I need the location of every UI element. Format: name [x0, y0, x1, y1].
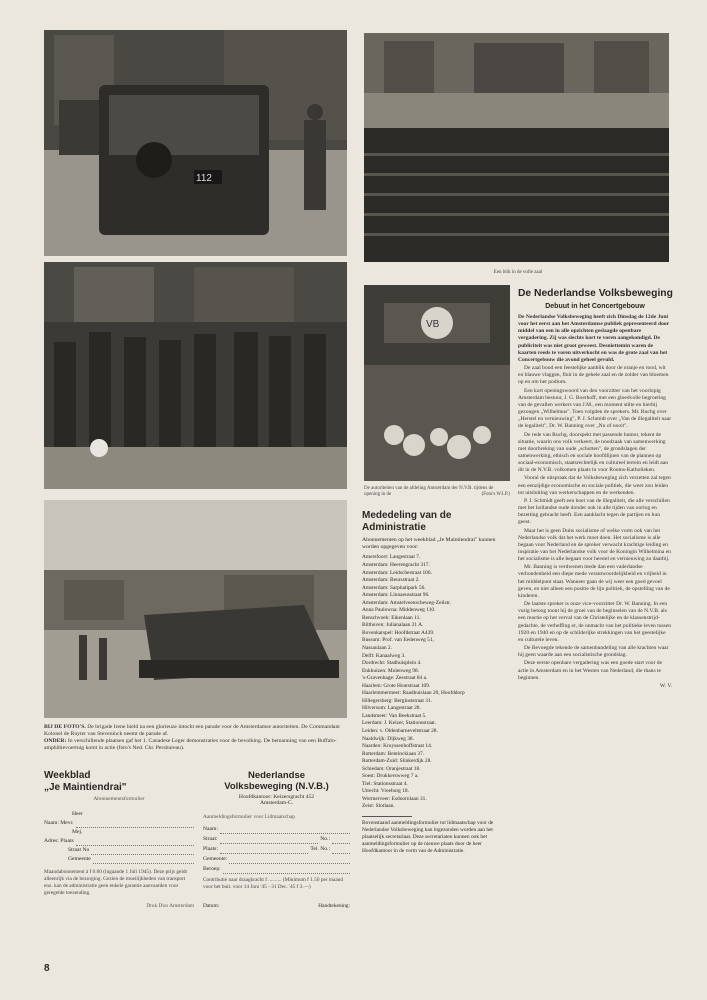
address-item: Rotterdam-Zuid: Slinkerdijk 28. — [362, 758, 432, 765]
photo-military-salute — [44, 262, 347, 489]
address-item: Dordrecht: Stadhuisplein 4. — [362, 660, 422, 667]
form-nvb-city: Amsterdam-C. — [259, 800, 294, 806]
mededeling-intro: Abonnementen op het weekblad „Je Maintiendrai" kunnen worden opgegeven voor: — [362, 537, 496, 551]
address-item: Naaldwijk: Dijkweg 38. — [362, 735, 414, 742]
address-item: Bussum: Prof. van Eedenweg 51, — [362, 637, 434, 644]
article-paragraph: P. J. Schmidt geeft een boei van de illegaliteit, die alle verschillen met het hollandse oude donder ook in alle tijden van oorlog en bezetting gebracht heeft. Een aanklacht tegen de partijen en hun geest. — [518, 497, 670, 526]
photo-armored-vehicle-parade — [44, 30, 347, 256]
form-nvb-street-field[interactable] — [220, 838, 319, 844]
address-item: Landsmeer: Van Beekstraat 5. — [362, 712, 427, 719]
photo-amphibious-vehicle — [44, 500, 347, 718]
form-weekblad-note: Maandabonnement à f 0.60 (ingaande 1 Juli 1945). Deze prijs geldt alleenrijk via de bezorging. Gezien de moeilijkheden van transport enz. kan de administratie geen enkele garantie aanvaarden voor geregelde toezending. — [44, 869, 187, 896]
address-item: Hillegersberg: Bergluststraat 31. — [362, 697, 433, 704]
article-paragraph: Mr. Banning is verdwenen mede dan een vaderlandse verbondenheid een diepe mede verantwoordelijkheid en vrijheid in het middelpunt staat. Wanneer gaan de wij weer een goed gevoel geven, en niet alleen een positie de lijn politiek, de opstelling van de kinderen. — [518, 564, 670, 599]
address-item: Tiel: Stationsstraat 4. — [362, 780, 408, 787]
form-nvb-note: Contributie naar draagkracht f .......... (Minimum f 1.50 per maand voor het buit. voor 14 Juni '45 - 31 Dec. '45 f 3.—) — [203, 877, 344, 890]
address-item: Nassaulaan 2. — [362, 644, 392, 651]
form-nvb-signature-row: Datum: Handtekening: — [203, 903, 350, 909]
photo-full-hall — [364, 33, 669, 262]
article-paragraph: De zaal bood een feestelijke aanblik door de oranje en rood, wit en blauwe vlaggen, fluit in de gehele zaal en de zolder van bloemen op en om het podium. — [518, 365, 669, 386]
svg-text:112: 112 — [196, 173, 212, 184]
caption-onder-text: In verschillende plaatsen gaf het 1. Canadese Leger demonstraties voor de bevolking. De bemanning van een Buffalo-amphibievoertuig komt in actie (foto's Ned. Chr. Persbureau). — [44, 738, 337, 751]
form-nvb-phone-field[interactable] — [332, 848, 350, 854]
photo-full-hall-caption: Een blik in de volle zaal — [493, 270, 543, 275]
form-nvb-subtitle: Aanmeldingsformulier voor Lidmaatschap — [203, 814, 295, 820]
article-lead: De Nederlandse Volksbeweging heeft zich Dinsdag de 12de Juni voor het eerst aan het Amsterdamse publiek gepresenteerd door middel van een in alle opzichten geslaagde openbare vergadering. Zij was slechts kort te voren aangekondigd. De publiciteit was niet groot geweest. Desniettemin waren de kaarten reeds te voren uitverkocht en was de grote zaal van het Concertgebouw die avond geheel gevuld. — [518, 314, 669, 363]
article-paragraph: W. V. — [659, 682, 672, 689]
caption-bij-text: De brigade Irene hield na een glorieuze intocht een parade voor de Amsterdamse autoriteiten. De Commandant Kolonel de Ruyter van Steveninck neemt de parade af. — [44, 724, 340, 737]
address-item: 's-Gravenhage: Zeestraat 84 a. — [362, 675, 428, 682]
address-item: Enkhuizen: Molenweg 98. — [362, 667, 420, 674]
address-item: Amsterdam: Leidschestraat 106. — [362, 569, 432, 576]
article-subheadline: Debuut in het Concertgebouw — [545, 303, 645, 310]
form-weekblad-footer: Druk Dior Amsterdam — [146, 903, 194, 909]
article-paragraph: Vooral de uitspraak dat de Volksbeweging zich verzetten zal tegen een eenzijdige economische en sociale politiek, die weer zou leiden tot uitsluiting van werkerschappen en de werkenden. — [518, 475, 671, 496]
address-item: Amersfoort: Langestraat 7. — [362, 554, 421, 561]
article-body — [518, 314, 672, 954]
caption-bij-label: BIJ DE FOTO'S. — [44, 724, 86, 730]
divider — [362, 816, 412, 817]
address-item: Leerdam: J. Keizer, Stationsstraat. — [362, 720, 437, 727]
mededeling-footer: Bovenstaand aanmeldingsformulier tot lidmaatschap voor de Nederlandse Volksbeweging kan ingezonden worden aan het plaatselijk secretariaat. Deze secretariaten kunnen ook het aanmeldingsformulier op de nieuwe plaats door de heer Hoofdkantoor in de vorm van de Administratie. — [362, 820, 494, 854]
address-item: Amsterdam: Linnaeusstraat 96. — [362, 592, 430, 599]
svg-text:VB: VB — [426, 319, 440, 330]
article-paragraph: De laatste spreker is onze vice-voorzitter Dr. W. Banning. In een vurig betoog toont hij de groei van de beginselen van de N.V.B. als een reactie op het verval van de Christelijke en de klassenstrijd-gedachte, de verheffing er, de onmacht van het politieke leven tussen 1920 en 1940 en op de schilderijke strekkingen van het geestelijke en culturele leven. — [518, 601, 672, 643]
photo-captions-block — [44, 724, 350, 764]
page-number: 8 — [44, 963, 50, 974]
form-weekblad-fields: Heer Naam: Mevr. Mej. Adres: Plaats Straat No Gemeente — [44, 810, 194, 864]
address-item: Hilversum: Langestraat 28. — [362, 705, 421, 712]
form-weekblad-name-field[interactable] — [76, 822, 194, 828]
article-paragraph: Een kort openingswoord van den voorzitter van het voorlopig Amsterdam bestuur, J. G. Boerhoff, met een gloedvolle begroeting van de gevallen werkers van J.M., een moment stilte en hierbij gezongen „Wilhelmus". Toen volgden de sprekers. Mr. Ruchg over „Herstel en vernieuwing", P. J. Schmidt over „Van de illegaliteit naar de legaliteit", Dr. W. Banning over „Nu of nooit". — [518, 387, 672, 430]
address-item: Haarlemmermeer: Raadhuislaan 20, Hoofddorp — [362, 690, 465, 697]
article-paragraph: De rede van Ruchg, doorspekt met passende humor, tekent de situatie, waarin ons volk verkeert, de noodzaak van samenwerking met doorbreking van oude „schotten", de grondslagen der samenwerking, ethisch en sociale hoofdlijnen van de plannen op sociaal-economisch, staatsrechtelijk en cultureel terrein en leidt aan dit in de N.V.B. volkomen plaats in voor Rooms-Katholieken. — [518, 431, 669, 474]
article-paragraph: Deze eerste openbare vergadering was een goede start voor de actie in Amsterdam en in het Westen van Nederland, die thans te beginnen. — [518, 660, 663, 681]
form-weekblad-address-field[interactable] — [76, 840, 194, 846]
article-headline: De Nederlandse Volksbeweging — [518, 288, 673, 299]
form-nvb — [203, 770, 350, 960]
form-weekblad-municipality-field[interactable] — [93, 858, 194, 864]
form-nvb-title: Nederlandse Volksbeweging (N.V.B.) — [224, 770, 329, 792]
address-item: Amsterdam: Beursstraat 2. — [362, 577, 420, 584]
mededeling-address-list — [362, 554, 510, 811]
form-nvb-place-field[interactable] — [220, 848, 308, 854]
photo-nvb-stage-caption: De autoriteiten van de afdeling Amsterdam der N.V.B. tijdens de opening in de (Foto's W.I.P.) — [364, 486, 510, 497]
form-weekblad-subtitle: Abonnementsformulier — [93, 796, 145, 802]
address-item: Amsterdam: Sarphatipark 56. — [362, 584, 426, 591]
address-item: Amsterdam: Amstelveenscheweg-Zeilstr. — [362, 599, 451, 606]
address-item: Benschvoek: Eikenlaan 11. — [362, 614, 421, 621]
address-item: Wormerveer: Esdoornlaan 31. — [362, 795, 427, 802]
address-item: Haarlem: Grote Houtstraat 109. — [362, 682, 431, 689]
caption-onder-label: ONDER: — [44, 738, 67, 744]
address-item: Utrecht: Vreeburg 18. — [362, 788, 409, 795]
address-item: Soest: Drukkerswweg 7 a. — [362, 773, 419, 780]
photo-nvb-stage — [364, 285, 510, 481]
form-weekblad-title: Weekblad „Je Maintiendrai" — [44, 770, 127, 793]
mededeling-section — [362, 510, 510, 965]
form-nvb-profession-field[interactable] — [223, 868, 350, 874]
article-paragraph: Maar het is geen Duits socialisme of welke vorm ook van het Nederlandse volk dat het werk moet doen. Het socialisme is alle begaan voor Nederland en de spreker verwacht krachtige leiding en inspiratie van het Nederlandse volk voor de Koningin Wilhelmina en het socialisme is alle begaan voor herstel en vernieuwing zo daarbij. — [518, 527, 671, 563]
mededeling-title: Mededeling van de Administratie — [362, 510, 452, 533]
form-weekblad — [44, 770, 194, 960]
address-item: Bilthoven: Julianalaan 21 A. — [362, 622, 424, 629]
address-item: Rotterdam: Bentinckiaan 37. — [362, 750, 425, 757]
address-item: Naarden: Kruyssenhoffstraat 14. — [362, 743, 433, 750]
address-item: Schiedam: Oranjestraat 18. — [362, 765, 421, 772]
form-nvb-municipality-field[interactable] — [229, 858, 350, 864]
form-nvb-office: Hoofdkantoor: Keizersgracht 452 — [238, 794, 315, 800]
address-item: Zeist: Slotlaan. — [362, 803, 395, 810]
address-item: Bovenkarspel: Hoofdstraat A439. — [362, 629, 435, 636]
form-nvb-name-field[interactable] — [220, 828, 350, 834]
article-paragraph: De Bevoegde tekende de samenbundeling van alle krachten waar hij geen waarde aan een socialistische grondslag. — [518, 645, 669, 659]
address-item: Delft: Kanaalweg 3. — [362, 652, 406, 659]
form-weekblad-street-field[interactable] — [91, 849, 194, 855]
form-nvb-fields: Naam: Straat: No.: Plaats: Tel. No.: Gemeente: Beroep: — [203, 824, 350, 874]
address-item: Leiden: v. Oldenbarneveltstraat 28. — [362, 727, 438, 734]
address-item: Anna Paulowna: Middenweg 110. — [362, 607, 436, 614]
form-nvb-number-field[interactable] — [332, 838, 350, 844]
address-item: Amsterdam: Heerengracht 317. — [362, 561, 430, 568]
article-nvb — [518, 288, 672, 963]
